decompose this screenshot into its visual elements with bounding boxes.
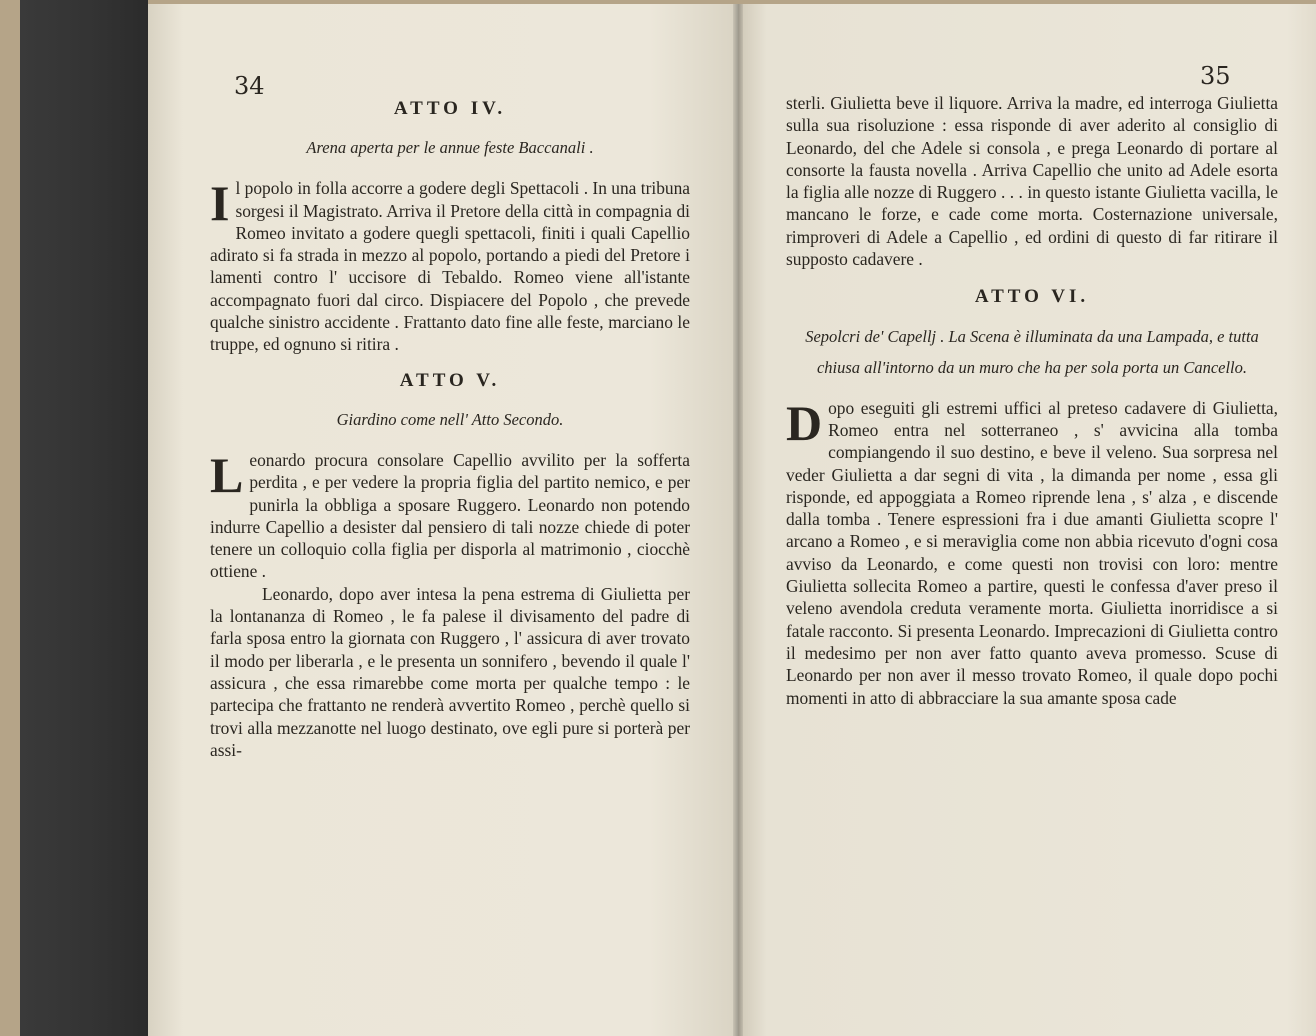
book-spine — [20, 0, 148, 1036]
act-title: ATTO IV. — [393, 98, 507, 119]
act-paragraph — [210, 446, 690, 583]
act-paragraph — [210, 177, 690, 355]
drop-cap: I — [210, 175, 230, 232]
drop-cap: L — [210, 446, 244, 503]
scene-description: Arena aperta per le annue feste Baccanali . — [306, 138, 594, 158]
page-number: 35 — [1200, 62, 1231, 90]
page-number: 34 — [234, 72, 265, 100]
left-page — [148, 4, 738, 1036]
paragraph-text: Leonardo, dopo aver intesa la pena estrema di Giulietta per la lontananza di Romeo , le fa palese il divisamento del padre di farla sposa entro la giornata con Ruggero , l' assicura di aver trovato il modo per liberarla , e le presenta un sonnifero , bevendo il quale l' assicura , che essa rimarebbe come morta per qualche tempo : le partecipa che frattanto ne renderà avvertito Romeo , perchè quello si trovi alla mezzanotte nel luogo destinato, ove egli pure si porterà per assi- — [210, 583, 690, 760]
paragraph-text: sterli. Giulietta beve il liquore. Arriva la madre, ed interroga Giulietta sulla sua risoluzione : essa risponde di aver aderito al consiglio di Leonardo, del che Adele si consola , e prega Leonardo di portare al consorte la fausta novella . Arriva Capellio che unito ad Adele esorta la figlia alle nozze di Ruggero . . . in questo istante Giulietta vacilla, le mancano le forze, e cade come morta. Costernazione universale, rimproveri di Adele a Capellio , ed ordini di questo di far ritirare il supposto cadavere . — [786, 93, 1278, 270]
right-page-content — [786, 92, 1278, 709]
act-title: ATTO VI. — [974, 286, 1090, 308]
act-paragraph — [786, 394, 1278, 709]
left-page-content — [210, 98, 690, 761]
scene-description: Giardino come nell' Atto Secondo. — [336, 409, 564, 429]
page-gutter — [733, 4, 743, 1036]
right-page — [738, 4, 1316, 1036]
paragraph-text: l popolo in folla accorre a godere degli Spettacoli . In una tribuna sorgesi il Magistrato. Arriva il Pretore della città in compagnia di Romeo invitato a godere quegli spettacoli, finiti i quali Capellio adirato si fa strada in mezzo al popolo, portando a piedi del Pretore i lamenti contro l' uccisore di Tebaldo. Romeo viene all'istante accompagnato fuori dal circo. Dispiacere del Popolo , che prevede qualche sinistro accidente . Frattanto dato fine alle feste, marciano le truppe, ed ognuno si ritira . — [210, 178, 690, 355]
scene-description: Sepolcri de' Capellj . La Scena è illuminata da una Lampada, e tutta chiusa all'intorno da un muro che ha per sola porta un Cancello. — [805, 326, 1259, 377]
paragraph-text: eonardo procura consolare Capellio avvilito per la sofferta perdita , e per vedere la propria figlia del partito nemico, e per punirla la obbliga a sposare Ruggero. Leonardo non potendo indurre Capellio a desister dal pensiero di tali nozze chiede di poter tenere un colloquio colla figlia per disporla al matrimonio , ciocchè ottiene . — [210, 449, 690, 582]
paragraph-text: opo eseguiti gli estremi uffici al preteso cadavere di Giulietta, Romeo entra nel sotterraneo , s' avvicina alla tomba compiangendo il suo destino, e beve il veleno. Sua sorpresa nel veder Giulietta a dar segni di vita , la dimanda per nome , essa gli risponde, ed appoggiata a Romeo riprende lena , s' alza , e discende dalla tomba . Tenere espressioni fra i due amanti Giulietta scopre l' arcano a Romeo , e si meraviglia come non abbia ricevuto d'ogni cosa avviso da Leonardo, e come questi non trovisi con loro: mentre Giulietta sollecita Romeo a partire, questi le confessa d'aver preso il veleno avendola creduta veramente morta. Giulietta inorridisce a si fatale racconto. Si presenta Leonardo. Imprecazioni di Giulietta contro il medesimo per non aver fatto quanto aveva promesso. Scuse di Leonardo per non aver il messo trovato Romeo, il quale dopo pochi momenti in atto di abbracciare la sua amante sposa cade — [786, 397, 1278, 708]
act-title: ATTO V. — [399, 369, 501, 391]
drop-cap: D — [786, 394, 823, 451]
